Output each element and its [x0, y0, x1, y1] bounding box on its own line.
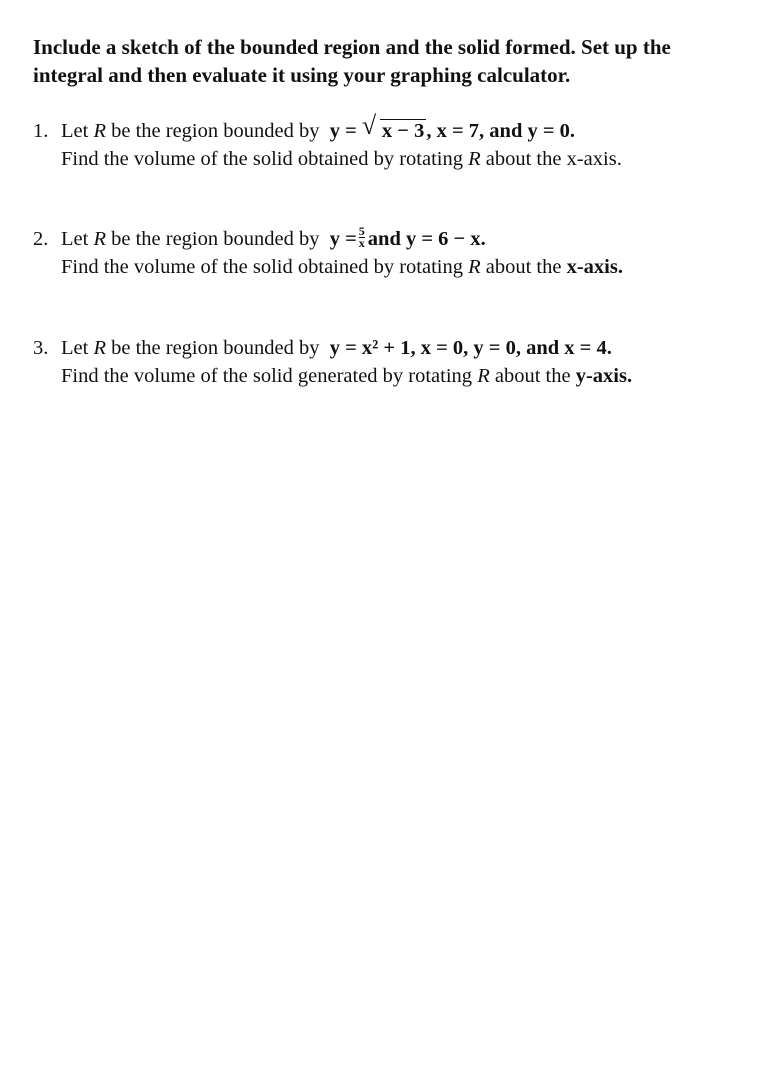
region-variable: R — [468, 148, 481, 170]
problem-2-intro: Let — [61, 228, 89, 250]
problem-1-question — [33, 145, 748, 173]
equation-suffix: and y = 6 − x. — [367, 228, 486, 250]
instructions — [33, 33, 748, 89]
problem-2-statement — [33, 225, 748, 253]
problem-1-number: 1. — [33, 120, 49, 142]
instructions-line-2: integral and then evaluate it using your graphing calculator. — [33, 63, 571, 87]
problem-3-number: 3. — [33, 337, 49, 359]
square-root-expression — [361, 111, 426, 145]
question-text: Find the volume of the solid obtained by rotating — [61, 256, 463, 278]
fraction-denominator: x — [358, 235, 365, 250]
problem-3-statement — [33, 334, 748, 362]
problem-3-question — [33, 362, 748, 390]
problem-1-mid: be the region bounded by — [111, 120, 320, 142]
question-text: Find the volume of the solid generated by rotating — [61, 365, 473, 387]
problem-2-number: 2. — [33, 228, 49, 250]
problem-3 — [33, 334, 748, 390]
fraction-numerator: 5 — [358, 223, 365, 238]
radicand: x − 3 — [381, 120, 425, 142]
equation-prefix: y = — [329, 120, 357, 142]
region-variable: R — [468, 256, 481, 278]
fraction — [358, 223, 365, 250]
problem-2-question — [33, 253, 748, 281]
question-axis: about the x-axis. — [485, 148, 622, 170]
problem-2 — [33, 225, 748, 281]
problem-1-intro: Let — [61, 120, 89, 142]
region-variable: R — [93, 120, 106, 142]
axis-name: y-axis. — [575, 365, 633, 387]
region-variable: R — [93, 337, 106, 359]
radical-sign-icon: √ — [361, 111, 377, 140]
problem-3-mid: be the region bounded by — [111, 337, 320, 359]
axis-name: x-axis. — [566, 256, 623, 278]
equation-prefix: y = — [329, 228, 357, 250]
problem-3-intro: Let — [61, 337, 89, 359]
region-variable: R — [477, 365, 490, 387]
problem-2-mid: be the region bounded by — [111, 228, 320, 250]
equation-suffix: , x = 7, and y = 0. — [426, 120, 576, 142]
problem-1-statement — [33, 111, 748, 145]
instructions-line-1: Include a sketch of the bounded region and the solid formed. Set up the — [33, 35, 671, 59]
region-variable: R — [93, 228, 106, 250]
question-axis-label: about the — [485, 256, 562, 278]
question-axis-label: about the — [494, 365, 571, 387]
question-text: Find the volume of the solid obtained by rotating — [61, 148, 463, 170]
problem-1 — [33, 111, 748, 173]
equation: y = x² + 1, x = 0, y = 0, and x = 4. — [329, 337, 612, 359]
